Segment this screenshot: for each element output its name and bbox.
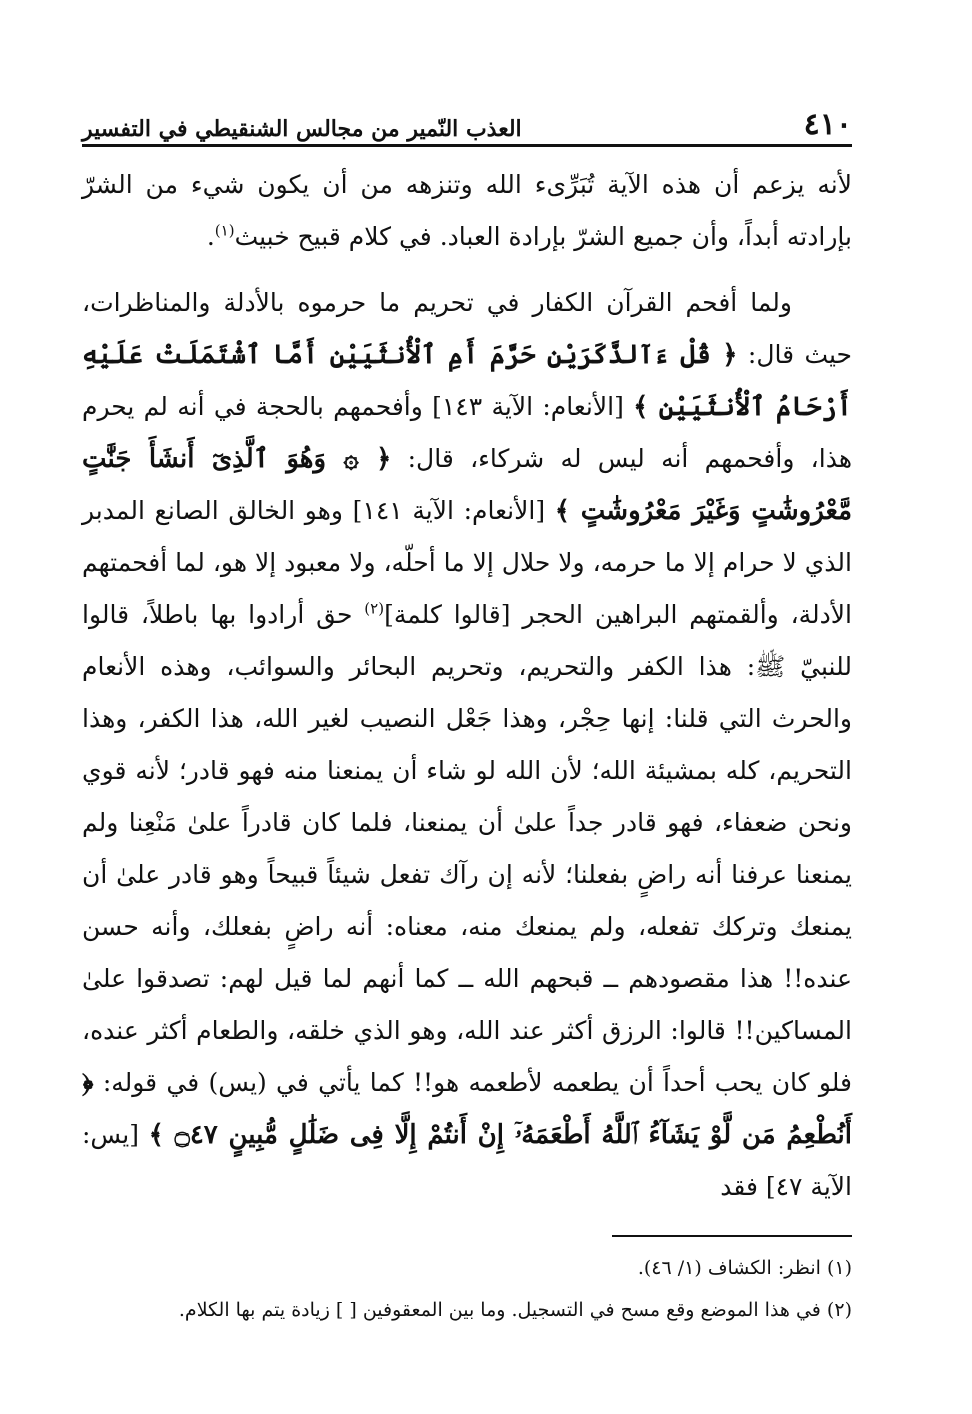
footnote-ref-2: (٢) xyxy=(364,599,385,618)
paragraph-1-text: لأنه يزعم أن هذه الآية تُبَرِّىء الله وتنزهه من أن يكون شيء من الشرّ بإرادته أبداً، وأن جميع الشرّ بإرادة العباد. في كلام قبيح خبيث xyxy=(82,170,852,251)
paragraph-1 xyxy=(82,159,852,263)
paragraph-2 xyxy=(82,277,852,1213)
paragraph-2-text-1: ولما أفحم القرآن الكفار في تحريم ما حرموه بالأدلة والمناظرات، حيث قال: xyxy=(82,288,852,369)
paragraph-2-text-3: [الأنعام: الآية ١٤١] وهو الخالق الصانع المدبر الذي لا حرام إلا ما حرمه، ولا حلال إلا ما أحلّه، ولا معبود إلا هو، لما أفحمتهم الأدلة، وألقمتهم البراهين الحجر [قالوا كلمة] xyxy=(82,496,852,629)
footnotes xyxy=(82,1247,852,1331)
footnote-2: (٢) في هذا الموضع وقع مسح في التسجيل. وما بين المعقوفين [ ] زيادة يتم بها الكلام. xyxy=(178,1299,852,1321)
page-header xyxy=(82,100,852,147)
page-number: ٤١٠ xyxy=(803,107,852,142)
paragraph-2-text-2: [الأنعام: الآية ١٤٣] وأفحمهم بالحجة في أنه لم يحرم هذا، وأفحمهم أنه ليس له شركاء، قال: xyxy=(82,392,853,473)
footnote-1: (١) انظر: الكشاف (١/ ٤٦). xyxy=(637,1257,852,1279)
footnote-separator xyxy=(612,1235,852,1237)
book-page xyxy=(82,100,852,1331)
paragraph-1-end: . xyxy=(206,222,215,251)
running-title: العذب النّمير من مجالس الشنقيطي في التفسير xyxy=(82,116,522,142)
paragraph-2-text-4: حق أرادوا بها باطلاً، قالوا للنبيّ ﷺ: هذا الكفر والتحريم، وتحريم البحائر والسوائب، وهذه الأنعام والحرث التي قلنا: إنها حِجْر، وهذا جَعْل النصيب لغير الله، هذا الكفر، وهذا التحريم، كله بمشيئة الله؛ لأن الله لو شاء أن يمنعنا منه فهو قادر؛ لأنه قوي ونحن ضعفاء، فهو قادر جداً علىٰ أن يمنعنا، فلما كان قادراً علىٰ مَنْعِنا ولم يمنعنا عرفنا أنه راضٍ بفعلنا؛ لأنه إن رآك تفعل شيئاً قبيحاً وهو قادر علىٰ أن يمنعك وتركك تفعله، ولم يمنعك منه، معناه: أنه راضٍ بفعلك، وأنه حسن عنده!! هذا مقصودهم ــ قبحهم الله ــ كما أنهم لما قيل لهم: تصدقوا علىٰ المساكين!! قالوا: الرزق أكثر عند الله، وهو الذي خلقه، والطعام أكثر عنده، فلو كان يحب أحداً أن يطعمه لأطعمه هو!! كما يأتي في (يس) في قوله: xyxy=(82,600,852,1097)
footnote-ref-1: (١) xyxy=(214,221,235,240)
quran-verse-1: ﴿ قُلْ ءَآلذَّكَرَيْنِ حَرَّمَ أَمِ ٱلْأُنثَيَيْنِ أَمَّا ٱشْتَمَلَتْ عَلَيْهِ أَرْحَامُ ٱلْأُنثَيَيْنِ ﴾ xyxy=(82,340,853,422)
paragraph-2-text-5: [يس: الآية ٤٧] فقد xyxy=(82,1120,852,1201)
quran-verse-2: ﴿ ۞ وَهُوَ ٱلَّذِىٓ أَنشَأَ جَنَّٰتٍ مَّعْرُوشَٰتٍ وَغَيْرَ مَعْرُوشَٰتٍ ﴾ xyxy=(82,444,853,526)
main-text xyxy=(82,159,852,1213)
quran-verse-3: ﴿ أَنُطْعِمُ مَن لَّوْ يَشَآءُ ٱللَّهُ أَطْعَمَهُۥٓ إِنْ أَنتُمْ إِلَّا فِى ضَلَٰلٍ مُّبِينٍ ۝٤٧ ﴾ xyxy=(82,1068,852,1150)
